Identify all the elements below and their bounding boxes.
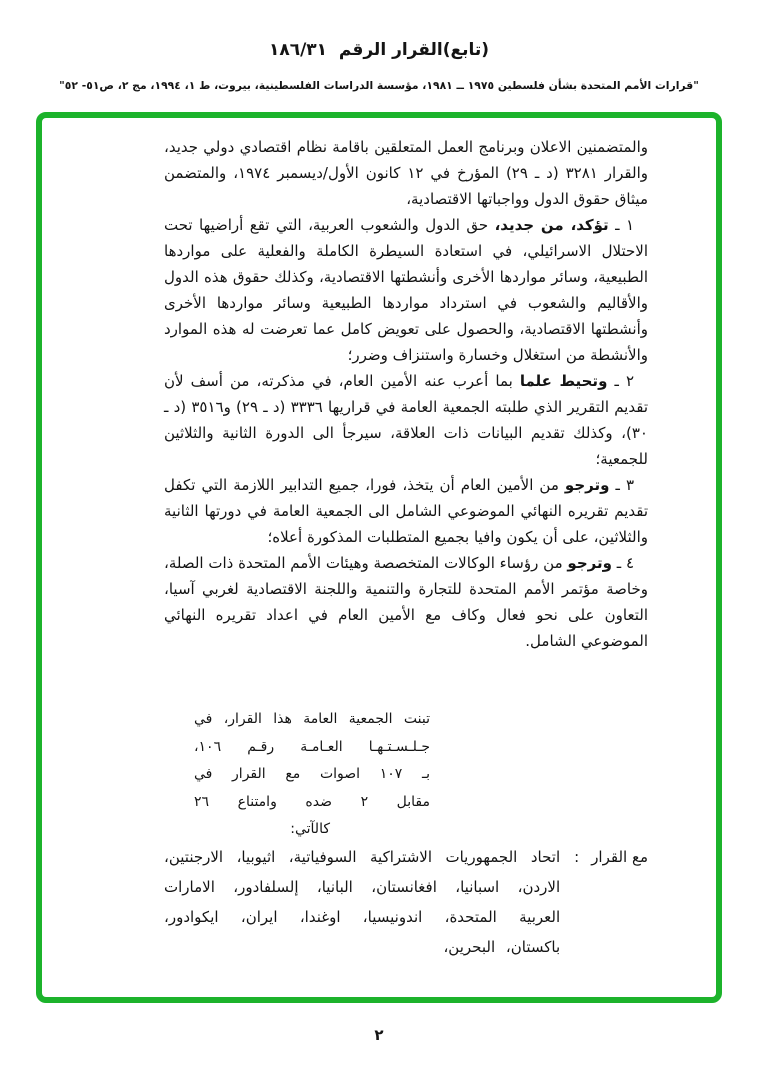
vote-record — [164, 842, 648, 962]
item-text: من رؤساء الوكالات المتخصصة وهيئات الأمم المتحدة ذات الصلة، وخاصة مؤتمر الأمم المتحدة للتجارة والتنمية واللجنة الاقتصادية لغربي آسيا، التعاون على نحو فعال وكاف مع الأمين العام في اعداد تقريره النهائي الموضوعي الشامل. — [164, 554, 648, 650]
item-text: بما أعرب عنه الأمين العام، في مذكرته، من أسف لأن تقديم التقرير الذي طلبته الجمعية العامة في قراريها ٣٣٣٦ (د ـ ٢٩) و٣٥١٦ (د ـ ٣٠)، وكذلك تقديم البيانات ذات العلاقة، سيرجأ الى الدورة الثانية والثلاثين للجمعية؛ — [164, 372, 648, 468]
adoption-line: كالآتي: — [290, 821, 330, 837]
item-number: ٣ ـ — [609, 476, 634, 494]
item-lead: وترجو — [564, 476, 610, 494]
adoption-line: تبنت الجمعية العامة هذا القرار، في — [194, 711, 430, 727]
preamble-paragraph: والمتضمنين الاعلان وبرنامج العمل المتعلقين باقامة نظام اقتصادي دولي جديد، والقرار ٣٢٨١ (د ـ ٢٩) المؤرخ في ١٢ كانون الأول/ديسمبر ١٩٧٤، والمتضمن ميثاق حقوق الدول وواجباتها الاقتصادية، — [164, 138, 648, 208]
vote-for-label: مع القرار — [591, 848, 648, 866]
operative-paragraph-1 — [164, 212, 648, 368]
item-number: ٢ ـ — [607, 372, 635, 390]
resolution-body — [164, 134, 648, 654]
item-number: ١ ـ — [608, 216, 634, 234]
adoption-note — [194, 706, 430, 844]
vote-for-countries: اتحاد الجمهوريات الاشتراكية السوفياتية، اثيوبيا، الارجنتين، الاردن، اسبانيا، افغانستان، البانيا، إلسلفادور، الامارات العربية المتحدة، اندونيسيا، اوغندا، ايران، ايكوادور، باكستان، البحرين، — [164, 848, 561, 956]
item-lead: وترجو — [567, 554, 612, 572]
operative-paragraph-2 — [164, 368, 648, 472]
page-number: ٢ — [374, 1026, 384, 1044]
adoption-line: جـلـسـتـهـا العـامـة رقـم ١٠٦، — [194, 738, 430, 755]
operative-paragraph-3 — [164, 472, 648, 550]
item-number: ٤ ـ — [611, 554, 634, 572]
item-lead: تؤكد، من جديد، — [494, 216, 609, 234]
adoption-line: مقابل ٢ ضده وامتناع ٢٦ — [194, 793, 431, 810]
item-text: حق الدول والشعوب العربية، التي تقع أراضيها تحت الاحتلال الاسرائيلي، في استعادة السيطرة الكاملة والفعلية على مواردها الطبيعية، وسائر مواردها الأخرى وأنشطتها الاقتصادية، وكذلك حقوق هذه الدول والأقاليم والشعوب في استرداد مواردها الطبيعية وسائر مواردها الأخرى وأنشطتها الاقتصادية، والحصول على تعويض كامل عما تعرضت له هذه الموارد والأنشطة من استغلال وخسارة واستنزاف وضرر؛ — [164, 216, 648, 364]
adoption-line: بـ ١٠٧ اصوات مع القرار في — [194, 766, 430, 782]
operative-paragraph-4 — [164, 550, 648, 654]
page-title: (تابع)القرار الرقم ١٨٦/٣١ — [268, 40, 490, 60]
vote-separator: : — [574, 848, 580, 866]
item-lead: وتحيط علما — [519, 372, 608, 390]
item-text: من الأمين العام أن يتخذ، فورا، جميع التدابير اللازمة التي تكفل تقديم تقريره النهائي الموضوعي الشامل الى الجمعية العامة في دورتها الثانية والثلاثين، على أن يكون وافيا بجميع المتطلبات المذكورة أعلاه؛ — [164, 476, 648, 546]
source-citation: "قرارات الأمم المتحدة بشأن فلسطين ١٩٧٥ ــ ١٩٨١، مؤسسة الدراسات الفلسطينية، بيروت، ط ١، ١٩٩٤، مج ٢، ص٥١- ٥٢" — [59, 79, 699, 92]
